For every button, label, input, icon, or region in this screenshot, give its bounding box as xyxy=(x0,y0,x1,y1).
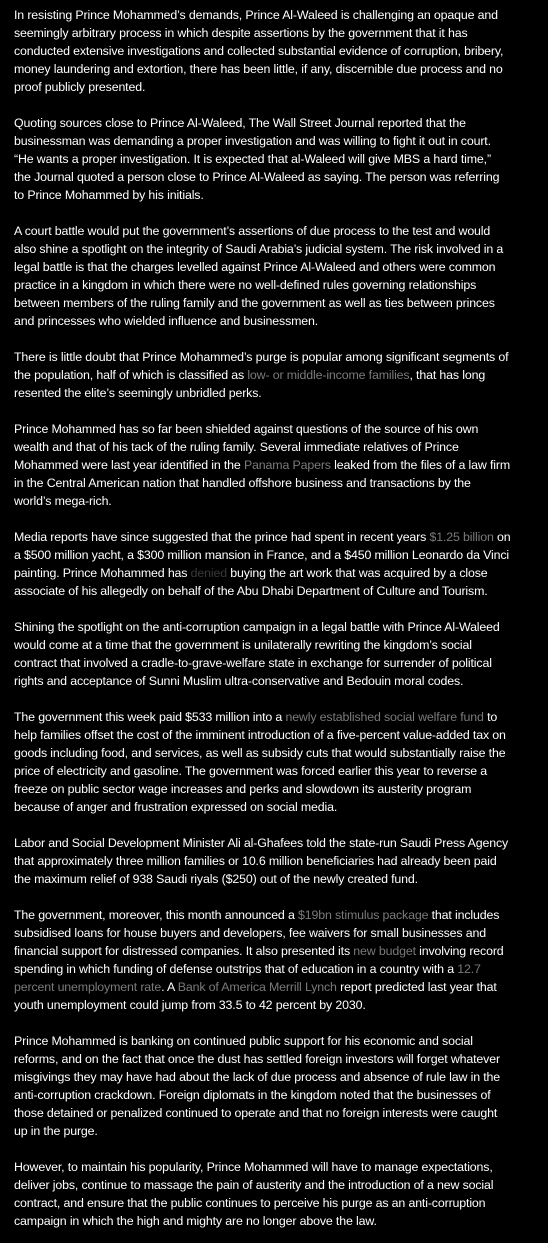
text-run: help families offset the cost of the imminent introduction of a five-percent value-added tax on xyxy=(14,728,506,742)
text-line xyxy=(14,258,548,276)
link-low-middle-income-families[interactable]: low- or middle-income families xyxy=(247,368,410,382)
text-run: goods including food, and services, as well as subsidy cuts that would substantially raise the xyxy=(14,746,506,760)
text-line xyxy=(14,42,548,60)
text-line xyxy=(14,834,548,852)
text-line xyxy=(14,924,548,942)
text-run: the maximum relief of 938 Saudi riyals ($250) out of the newly created fund. xyxy=(14,872,418,886)
article-paragraph xyxy=(14,222,548,330)
link-panama-papers[interactable]: Panama Papers xyxy=(243,458,331,472)
text-run: rights and acceptance of Sunni Muslim ultra-conservative and Bedouin moral codes. xyxy=(14,674,464,688)
text-line xyxy=(14,1032,548,1050)
link-1-25-billion[interactable]: $1.25 billion xyxy=(429,530,494,544)
text-line xyxy=(14,1104,548,1122)
text-line xyxy=(14,1212,548,1230)
text-run: businessman was demanding a proper investigation and was willing to fight it out in court. xyxy=(14,134,491,148)
text-line xyxy=(14,726,548,744)
text-run: deliver jobs, continue to massage the pain of austerity and the introduction of a new social xyxy=(14,1178,494,1192)
article-paragraph xyxy=(14,114,548,204)
text-line xyxy=(14,24,548,42)
text-run: on xyxy=(493,530,511,544)
text-line xyxy=(14,132,548,150)
text-line xyxy=(14,492,548,510)
text-run: the Journal quoted a person close to Prince Al-Waleed as saying. The person was referring xyxy=(14,170,500,184)
text-line xyxy=(14,150,548,168)
text-run: conducted extensive investigations and collected substantial evidence of corruption, bribery, xyxy=(14,44,504,58)
text-run: and princesses who wielded influence and businessmen. xyxy=(14,314,319,328)
text-run: those detained or penalized continued to operate and that no foreign interests were caught xyxy=(14,1106,498,1120)
text-line xyxy=(14,60,548,78)
text-run: . A xyxy=(161,980,178,994)
article-paragraph xyxy=(14,906,548,1014)
link-new-budget[interactable]: new budget xyxy=(353,944,416,958)
text-line xyxy=(14,618,548,636)
text-run: Prince Mohammed is banking on continued public support for his economic and social xyxy=(14,1034,473,1048)
text-run: also shine a spotlight on the integrity of Saudi Arabia’s judicial system. The risk involved in a xyxy=(14,242,504,256)
text-run: spending in which funding of defense outstrips that of education in a country with a xyxy=(14,962,458,976)
text-line xyxy=(14,222,548,240)
text-run: that includes xyxy=(428,908,500,922)
text-run: resented the elite’s seemingly unbridled perks. xyxy=(14,386,262,400)
text-run: contract that involved a cradle-to-grave-welfare state in exchange for surrender of political xyxy=(14,656,492,670)
article-paragraph xyxy=(14,708,548,816)
text-run: financial support for distressed companies. It also presented its xyxy=(14,944,354,958)
text-run: legal battle is that the charges levelled against Prince Al-Waleed and others were common xyxy=(14,260,496,274)
text-line xyxy=(14,636,548,654)
text-line xyxy=(14,546,548,564)
text-run: Media reports have since suggested that the prince had spent in recent years xyxy=(14,530,430,544)
text-run: However, to maintain his popularity, Prince Mohammed will have to manage expectations, xyxy=(14,1160,493,1174)
link-stimulus-package[interactable]: $19bn stimulus package xyxy=(298,908,429,922)
text-line xyxy=(14,384,548,402)
text-line xyxy=(14,852,548,870)
text-run: Quoting sources close to Prince Al-Waleed, The Wall Street Journal reported that the xyxy=(14,116,466,130)
text-line xyxy=(14,996,548,1014)
article-paragraph xyxy=(14,1032,548,1140)
text-run: involving record xyxy=(415,944,504,958)
text-line xyxy=(14,654,548,672)
text-run: in the Central American nation that handled offshore business and transactions by the xyxy=(14,476,471,490)
article-paragraph xyxy=(14,348,548,402)
text-run: world’s mega-rich. xyxy=(14,494,112,508)
article-paragraph xyxy=(14,834,548,888)
text-run: up in the purge. xyxy=(14,1124,98,1138)
article-paragraph xyxy=(14,1158,548,1230)
text-line xyxy=(14,582,548,600)
text-line xyxy=(14,798,548,816)
text-run: seemingly arbitrary process in which despite assertions by the government that it has xyxy=(14,26,468,40)
text-run: youth unemployment could jump from 33.5 to 42 percent by 2030. xyxy=(14,998,366,1012)
text-line xyxy=(14,420,548,438)
text-line xyxy=(14,438,548,456)
article-paragraph xyxy=(14,6,548,96)
text-run: Labor and Social Development Minister Ali al-Ghafees told the state-run Saudi Press Agency xyxy=(14,836,509,850)
text-line xyxy=(14,870,548,888)
text-run: subsidised loans for house buyers and developers, fee waivers for small businesses and xyxy=(14,926,486,940)
text-line xyxy=(14,780,548,798)
text-line xyxy=(14,744,548,762)
text-line xyxy=(14,294,548,312)
text-run: report predicted last year that xyxy=(336,980,497,994)
text-run: wealth and that of his tack of the ruling family. Several immediate relatives of Prince xyxy=(14,440,459,454)
text-line xyxy=(14,456,548,474)
text-run: that approximately three million families or 10.6 million beneficiaries had already been paid xyxy=(14,854,497,868)
text-line xyxy=(14,276,548,294)
text-line xyxy=(14,1050,548,1068)
text-line xyxy=(14,474,548,492)
text-line xyxy=(14,186,548,204)
text-line xyxy=(14,1086,548,1104)
link-social-welfare-fund[interactable]: newly established social welfare fund xyxy=(285,710,484,724)
text-line xyxy=(14,762,548,780)
text-line xyxy=(14,708,548,726)
text-line xyxy=(14,960,548,978)
text-run: campaign in which the high and mighty are no longer above the law. xyxy=(14,1214,377,1228)
article-paragraph xyxy=(14,528,548,600)
text-run: Prince Mohammed has so far been shielded against questions of the source of his own xyxy=(14,422,479,436)
link-denied[interactable]: denied xyxy=(190,566,227,580)
text-run: buying the art work that was acquired by a close xyxy=(226,566,488,580)
text-run: would come at a time that the government is unilaterally rewriting the kingdom’s social xyxy=(14,638,472,652)
text-line xyxy=(14,6,548,24)
text-line xyxy=(14,1068,548,1086)
text-run: misgivings they may have had about the lack of due process and absence of rule law in the xyxy=(14,1070,501,1084)
link-unemployment-rate-b[interactable]: percent unemployment rate xyxy=(14,980,162,994)
text-line xyxy=(14,1176,548,1194)
text-run: money laundering and extortion, there has been little, if any, discernible due process and no xyxy=(14,62,503,76)
text-run: A court battle would put the government’s assertions of due process to the test and would xyxy=(14,224,491,238)
text-run: reforms, and on the fact that once the dust has settled foreign investors will forget whatever xyxy=(14,1052,500,1066)
text-line xyxy=(14,366,548,384)
text-run: price of electricity and gasoline. The government was forced earlier this year to reverse a xyxy=(14,764,488,778)
text-line xyxy=(14,168,548,186)
text-run: leaked from the files of a law firm xyxy=(330,458,510,472)
text-run: between members of the ruling family and the government as well as ties between princes xyxy=(14,296,495,310)
text-run: freeze on public sector wage increases and perks and slowdown its austerity program xyxy=(14,782,472,796)
article-paragraph xyxy=(14,618,548,690)
article-paragraph xyxy=(14,420,548,510)
text-run: to xyxy=(483,710,498,724)
text-run: to Prince Mohammed by his initials. xyxy=(14,188,204,202)
link-unemployment-rate-a[interactable]: 12.7 xyxy=(457,962,481,976)
text-line xyxy=(14,978,548,996)
text-line xyxy=(14,906,548,924)
text-run: practice in a kingdom in which there were no well-defined rules governing relationships xyxy=(14,278,477,292)
text-run: associate of his allegedly on behalf of the Abu Dhabi Department of Culture and Tourism. xyxy=(14,584,488,598)
text-line xyxy=(14,78,548,96)
text-line xyxy=(14,240,548,258)
text-run: , that has long xyxy=(409,368,486,382)
text-line xyxy=(14,942,548,960)
link-bank-of-america[interactable]: Bank of America Merrill Lynch xyxy=(177,980,337,994)
text-run: In resisting Prince Mohammed’s demands, Prince Al-Waleed is challenging an opaque and xyxy=(14,8,498,22)
text-run: proof publicly presented. xyxy=(14,80,146,94)
text-line xyxy=(14,348,548,366)
text-run: contract, and ensure that the public continues to perceive his purge as an anti-corruption xyxy=(14,1196,486,1210)
text-line xyxy=(14,1194,548,1212)
text-line xyxy=(14,528,548,546)
text-run: Mohammed were last year identified in the xyxy=(14,458,244,472)
text-run: painting. Prince Mohammed has xyxy=(14,566,191,580)
text-run: Shining the spotlight on the anti-corruption campaign in a legal battle with Prince Al-Waleed xyxy=(14,620,500,634)
text-run: The government this week paid $533 million into a xyxy=(14,710,286,724)
text-run: the population, half of which is classified as xyxy=(14,368,248,382)
text-line xyxy=(14,114,548,132)
text-run: The government, moreover, this month announced a xyxy=(14,908,298,922)
text-line xyxy=(14,1158,548,1176)
text-run: “He wants a proper investigation. It is expected that al-Waleed will give MBS a hard time,” xyxy=(14,152,491,166)
text-run: because of anger and frustration expressed on social media. xyxy=(14,800,338,814)
text-run: a $500 million yacht, a $300 million mansion in France, and a $450 million Leonardo da Vinci xyxy=(14,548,509,562)
text-run: There is little doubt that Prince Mohammed’s purge is popular among significant segments of xyxy=(14,350,509,364)
text-run: anti-corruption crackdown. Foreign diplomats in the kingdom noted that the businesses of xyxy=(14,1088,491,1102)
text-line xyxy=(14,564,548,582)
text-line xyxy=(14,1122,548,1140)
text-line xyxy=(14,312,548,330)
text-line xyxy=(14,672,548,690)
